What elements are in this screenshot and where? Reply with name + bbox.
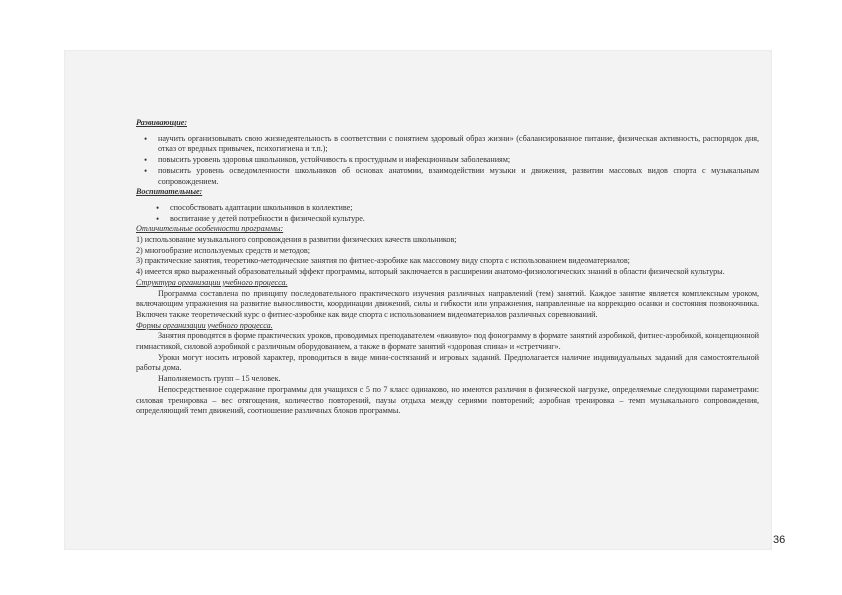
forms-paragraph: Наполняемость групп – 15 человек. [158, 374, 281, 384]
list-item: • повысить уровень здоровья школьников, устойчивость к простудным и инфекционным заболеваниям; [136, 155, 759, 166]
developing-heading: Развивающие: [136, 118, 187, 127]
list-item: • воспитание у детей потребности в физической культуре. [136, 214, 759, 225]
educational-list [136, 203, 759, 224]
features-heading: Отличительные особенности программы: [136, 224, 284, 234]
forms-paragraph: Занятия проводятся в форме практических уроков, проводимых преподавателем «вживую» под фонограмму в формате занятий аэробикой, фитнес-аэробикой, концепционной гимнастикой, силовой аэробикой с различным оборудованием, а также в формате занятий «здоровая спина» и «стретчинг». [136, 331, 759, 352]
page-number: 36 [773, 534, 786, 546]
developing-list [136, 134, 759, 188]
feature-item: 4) имеется ярко выраженный образовательный эффект программы, который заключается в расширении анатомо-физиологических знаний в области физической культуры. [136, 267, 725, 277]
document-body [136, 118, 759, 417]
feature-item: 2) многообразие используемых средств и методов; [136, 245, 310, 255]
educational-heading: Воспитательные: [136, 187, 203, 197]
list-item: • научить организовывать свою жизнедеятельность в соответствии с понятием здоровый образ жизни» (сбалансированное питание, физическая активность, распорядок дня, отказ от вредных привычек, психогигиена и т.п.); [136, 134, 759, 155]
list-item: • способствовать адаптации школьников в коллективе; [136, 203, 759, 214]
feature-item: 3) практические занятия, теоретико-методические занятия по фитнес-аэробике как массовому виду спорта с использованием видеоматериалов; [136, 256, 630, 266]
list-item: • повысить уровень осведомленности школьников об основах анатомии, взаимодействии музыки и движения, развитии массовых видов спорта с музыкальным сопровождением. [136, 166, 759, 187]
forms-paragraph: Непосредственное содержание программы для учащихся с 5 по 7 класс одинаково, но имеются различия в физической нагрузке, определяемые следующими параметрами: силовая тренировка – вес отягощения, количество повторений, паузы отдыха между сериями повторений; аэробная тренировка – темп музыкального сопровождения, определяющий темп движений, соотношение различных блоков программы. [136, 384, 759, 416]
structure-heading: Структура организации учебного процесса. [136, 277, 288, 287]
structure-paragraph: Программа составлена по принципу последовательного практического изучения различных направлений (тем) занятий. Каждое занятие является комплексным уроком, включающим упражнения на развитие выносливости, координации движений, силы и гибкости или упражнения, направленные на коррекцию осанки и состояния позвоночника. Включен также теоретический курс о фитнес-аэробике как виде спорта с использованием видеоматериалов различных соревнований. [136, 288, 759, 319]
feature-item: 1) использование музыкального сопровождения в развитии физических качеств школьников; [136, 235, 457, 245]
forms-paragraph: Уроки могут носить игровой характер, проводиться в виде мини-состязаний и игровых заданий. Предполагается наличие индивидуальных заданий для самостоятельной работы дома. [136, 352, 759, 373]
forms-heading: Формы организации учебного процесса. [136, 320, 273, 330]
